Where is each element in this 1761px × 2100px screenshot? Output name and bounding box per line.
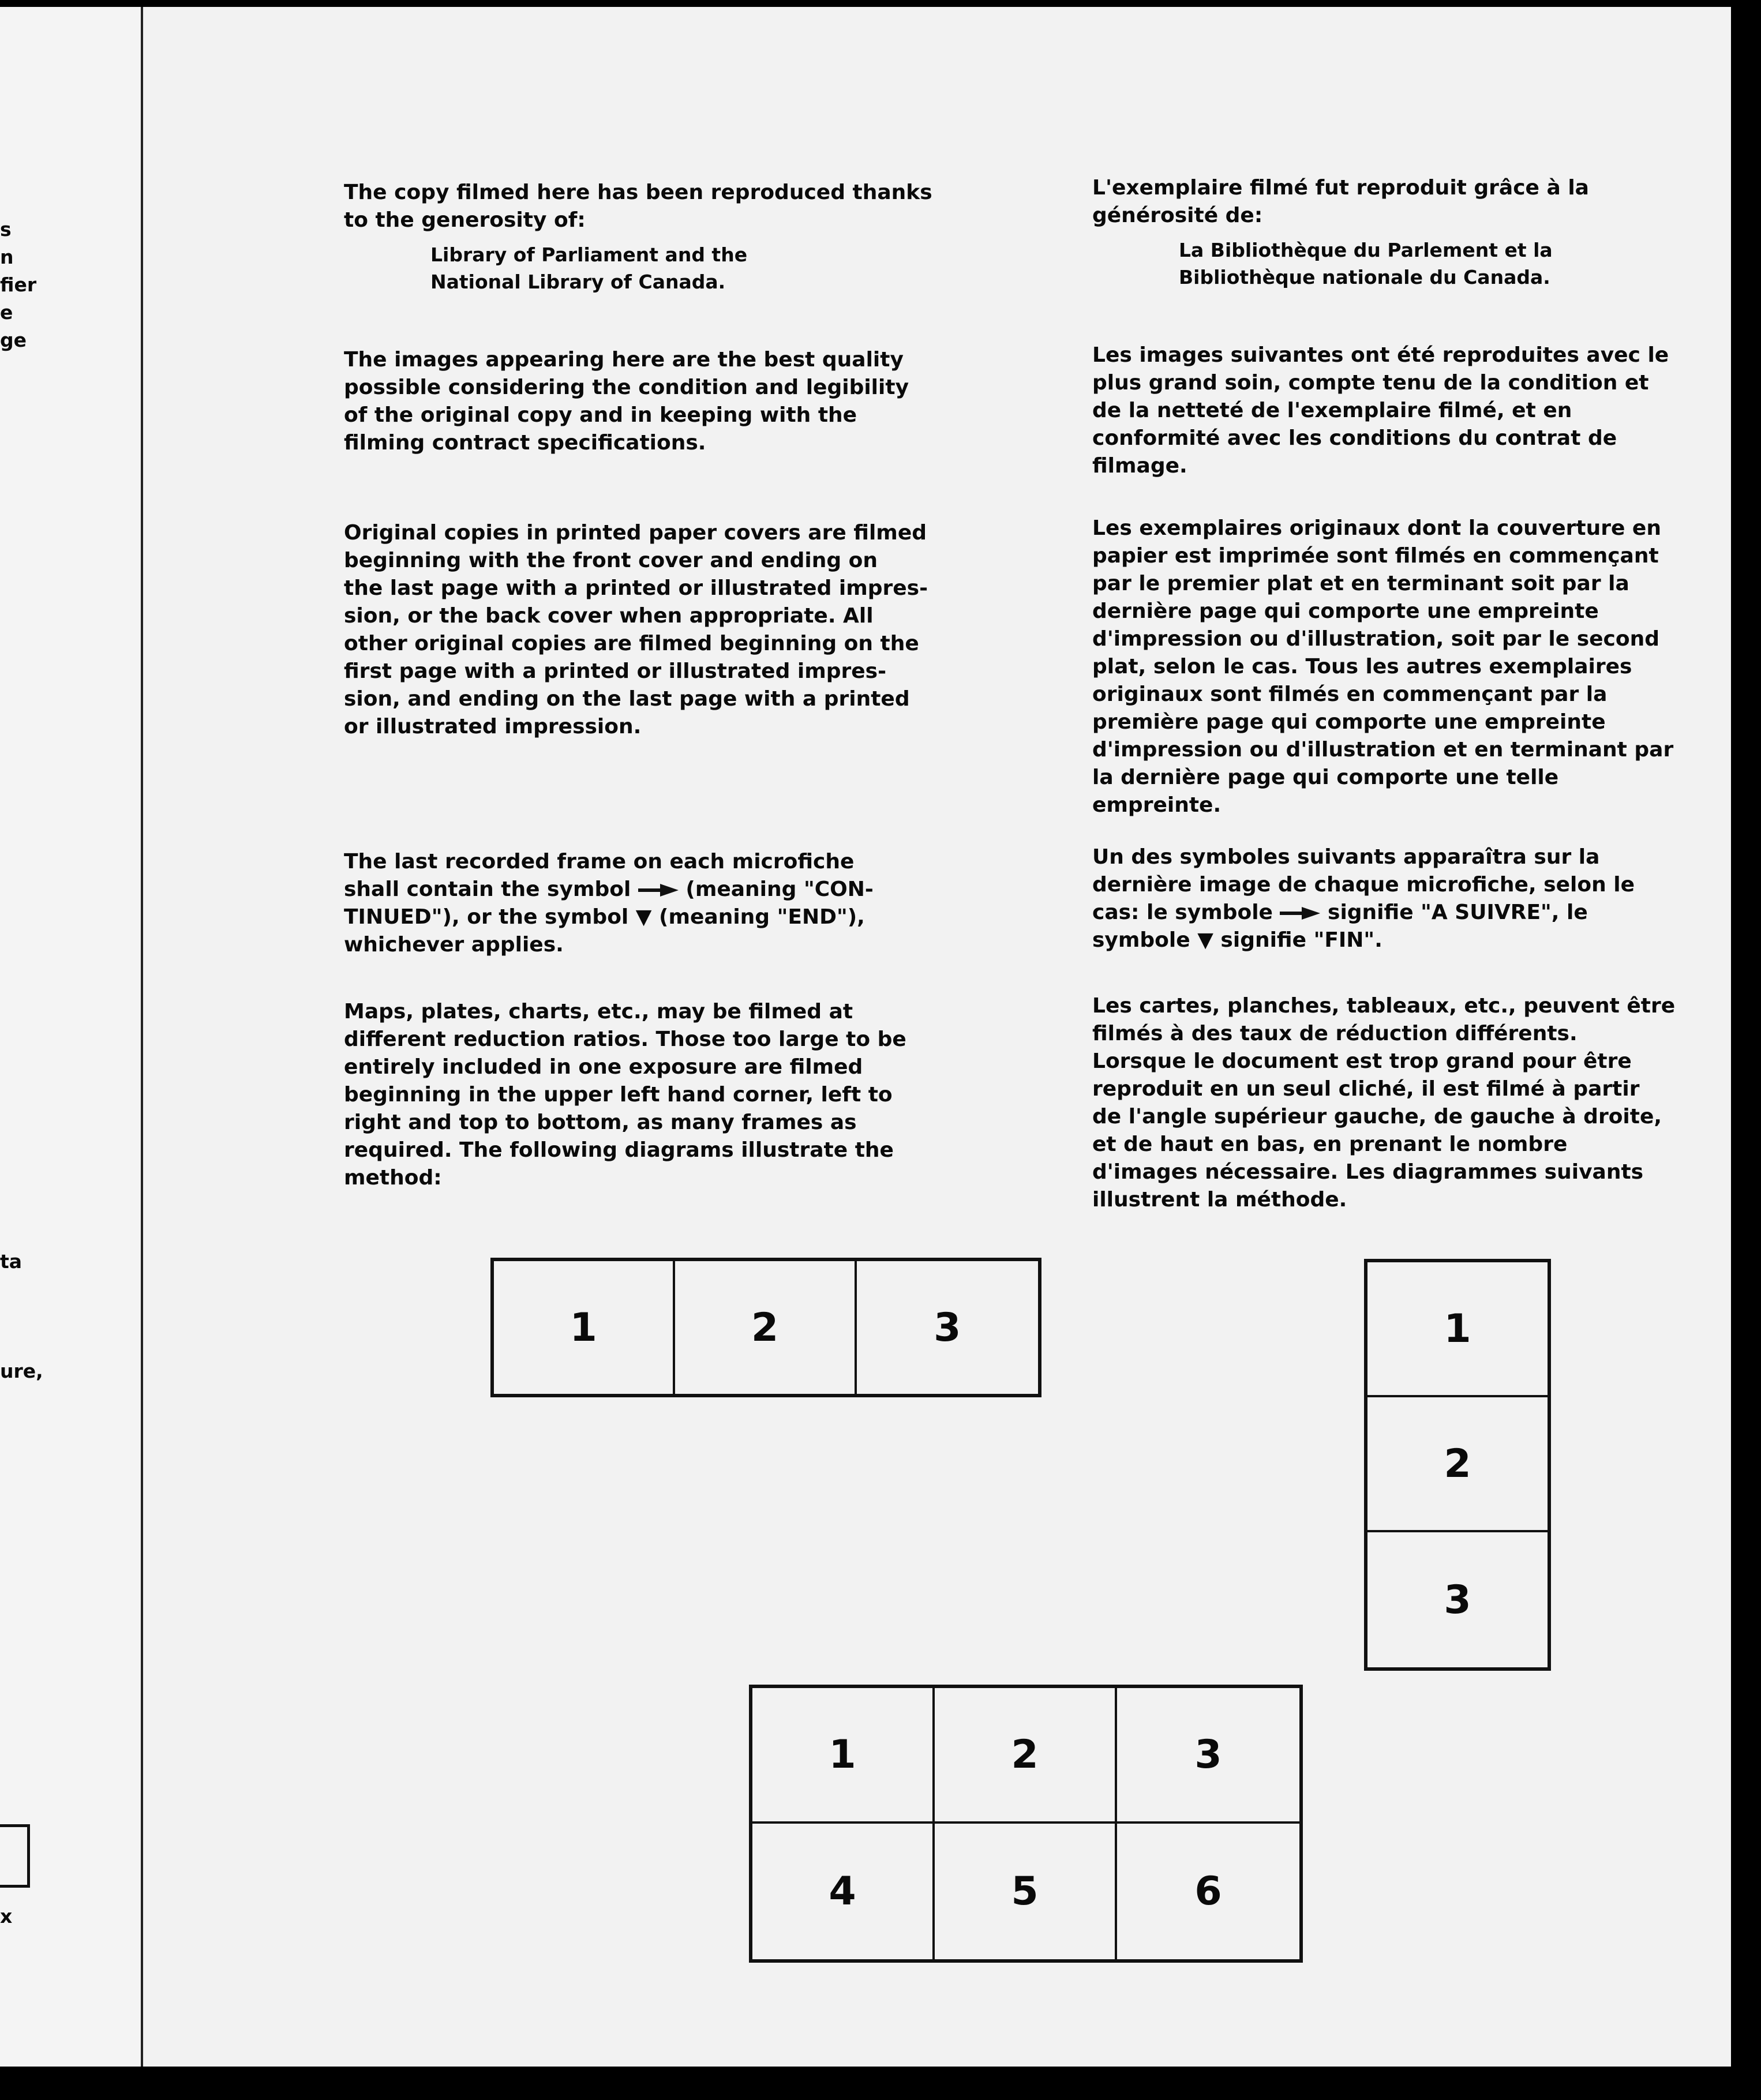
text-line: or illustrated impression.: [344, 715, 642, 738]
text-span: cas: le symbole: [1092, 901, 1280, 924]
text-line: Les images suivantes ont été reproduites avec le: [1092, 343, 1669, 367]
text-line: originaux sont filmés en commençant par la: [1092, 682, 1608, 706]
text-line: beginning with the front cover and ending on: [344, 549, 878, 572]
text-line: The last recorded frame on each microfiche: [344, 850, 855, 873]
text-line: par le premier plat et en terminant soit par la: [1092, 572, 1629, 595]
text-line: dernière image de chaque microfiche, selon le: [1092, 873, 1635, 897]
text-line: filmés à des taux de réduction différents.: [1092, 1022, 1578, 1045]
continued-arrow-icon: [638, 884, 679, 897]
horizontal-frames-diagram: [490, 1258, 1041, 1397]
frame-cell: 1: [1367, 1262, 1548, 1397]
maps-paragraph-fr: [1092, 992, 1675, 1214]
edge-fragment: s: [0, 218, 12, 241]
covers-paragraph-fr: [1092, 515, 1673, 819]
text-line: dernière page qui comporte une empreinte: [1092, 599, 1599, 623]
text-line: sion, and ending on the last page with a printed: [344, 687, 910, 711]
text-line: première page qui comporte une empreinte: [1092, 710, 1606, 734]
text-line: [1092, 899, 1635, 927]
text-line: beginning in the upper left hand corner, left to: [344, 1083, 893, 1107]
maps-paragraph-en: [344, 998, 906, 1192]
covers-paragraph-en: [344, 519, 928, 741]
edge-box-fragment: [0, 1824, 30, 1888]
text-span: (meaning "CON-: [678, 877, 874, 901]
text-line: Les cartes, planches, tableaux, etc., peuvent être: [1092, 994, 1676, 1018]
end-symbol-icon: ▼: [1197, 928, 1213, 952]
text-line: of the original copy and in keeping with the: [344, 403, 857, 427]
text-span: symbole: [1092, 928, 1198, 952]
text-line: conformité avec les conditions du contrat de: [1092, 426, 1617, 450]
text-line: the last page with a printed or illustrated impres-: [344, 576, 928, 600]
text-line: right and top to bottom, as many frames as: [344, 1111, 857, 1134]
text-line: de la netteté de l'exemplaire filmé, et en: [1092, 399, 1572, 422]
text-line: sion, or the back cover when appropriate. All: [344, 604, 874, 628]
symbols-paragraph-en: [344, 848, 874, 959]
text-line: d'impression ou d'illustration, soit par le second: [1092, 627, 1660, 651]
frame-cell: 4: [752, 1824, 935, 1959]
text-line: required. The following diagrams illustrate the: [344, 1138, 894, 1162]
frame-cell: 2: [1367, 1397, 1548, 1532]
text-line: L'exemplaire filmé fut reproduit grâce à la: [1092, 176, 1589, 200]
edge-fragment: e: [0, 301, 13, 324]
edge-fragment: ure,: [0, 1360, 43, 1382]
text-span: shall contain the symbol: [344, 877, 638, 901]
text-line: [1092, 927, 1635, 954]
grid-frames-diagram: [749, 1685, 1303, 1963]
frame-cell: 2: [675, 1261, 856, 1394]
text-line: to the generosity of:: [344, 208, 586, 232]
text-line: Lorsque le document est trop grand pour être: [1092, 1049, 1632, 1073]
text-line: [344, 876, 874, 903]
text-span: (meaning "END"),: [651, 905, 865, 929]
text-line: different reduction ratios. Those too large to be: [344, 1028, 906, 1051]
credit-paragraph-en: [344, 179, 932, 295]
frame-cell: 1: [494, 1261, 675, 1394]
text-line: filming contract specifications.: [344, 431, 706, 455]
text-line: la dernière page qui comporte une telle: [1092, 766, 1559, 789]
microfiche-target-sheet: [0, 7, 1731, 2067]
text-line: papier est imprimée sont filmés en commençant: [1092, 544, 1659, 568]
text-line: Maps, plates, charts, etc., may be filmed at: [344, 1000, 853, 1023]
frame-cell: 3: [1444, 1577, 1471, 1623]
edge-fragment: ge: [0, 329, 27, 351]
text-line: The images appearing here are the best quality: [344, 348, 904, 372]
quality-paragraph-en: [344, 346, 909, 457]
vertical-frames-diagram: [1364, 1259, 1551, 1671]
text-line: other original copies are filmed beginning on the: [344, 632, 919, 655]
quality-paragraph-fr: [1092, 342, 1669, 480]
text-line: entirely included in one exposure are filmed: [344, 1055, 863, 1079]
edge-fragment: x: [0, 1905, 13, 1927]
text-line: plat, selon le cas. Tous les autres exemplaires: [1092, 655, 1632, 678]
institution-line: Library of Parliament and the: [430, 243, 748, 266]
frame-cell: 1: [752, 1688, 935, 1824]
text-line: de l'angle supérieur gauche, de gauche à droite,: [1092, 1105, 1662, 1128]
text-line: empreinte.: [1092, 793, 1222, 817]
frame-cell: 2: [935, 1688, 1117, 1824]
end-symbol-icon: ▼: [635, 905, 652, 929]
text-line: d'images nécessaire. Les diagrammes suivants: [1092, 1160, 1644, 1184]
frame-cell: 3: [1117, 1688, 1299, 1824]
text-span: signifie "FIN".: [1213, 928, 1382, 952]
text-line: possible considering the condition and legibility: [344, 376, 909, 399]
frame-cell: 5: [935, 1824, 1117, 1959]
institution-line: La Bibliothèque du Parlement et la: [1179, 239, 1553, 261]
text-line: Original copies in printed paper covers are filmed: [344, 521, 927, 545]
text-line: first page with a printed or illustrated impres-: [344, 659, 887, 683]
previous-page-edge: [0, 7, 143, 2067]
text-span: signifie "A SUIVRE", le: [1320, 901, 1588, 924]
institution-line: Bibliothèque nationale du Canada.: [1179, 266, 1550, 288]
text-line: [344, 903, 874, 931]
institution-line: National Library of Canada.: [430, 271, 726, 293]
text-line: filmage.: [1092, 454, 1187, 478]
credit-paragraph-fr: [1092, 174, 1589, 291]
text-line: illustrent la méthode.: [1092, 1188, 1347, 1212]
text-line: Les exemplaires originaux dont la couverture en: [1092, 516, 1661, 540]
text-line: plus grand soin, compte tenu de la condition et: [1092, 371, 1649, 395]
continued-arrow-icon: [1280, 907, 1320, 920]
edge-fragment: ta: [0, 1250, 23, 1273]
text-line: whichever applies.: [344, 933, 564, 957]
frame-cell: 3: [934, 1304, 961, 1351]
symbols-paragraph-fr: [1092, 843, 1635, 954]
text-line: et de haut en bas, en prenant le nombre: [1092, 1132, 1568, 1156]
text-line: method:: [344, 1166, 442, 1190]
edge-fragment: n: [0, 246, 14, 268]
text-line: reproduit en un seul cliché, il est filmé à partir: [1092, 1077, 1640, 1101]
text-span: TINUED"), or the symbol: [344, 905, 636, 929]
text-line: d'impression ou d'illustration et en terminant par: [1092, 738, 1674, 762]
edge-fragment: fier: [0, 273, 37, 296]
text-line: The copy filmed here has been reproduced thanks: [344, 181, 932, 204]
text-line: générosité de:: [1092, 204, 1263, 227]
frame-cell: 6: [1194, 1869, 1222, 1914]
text-line: Un des symboles suivants apparaîtra sur la: [1092, 845, 1600, 869]
